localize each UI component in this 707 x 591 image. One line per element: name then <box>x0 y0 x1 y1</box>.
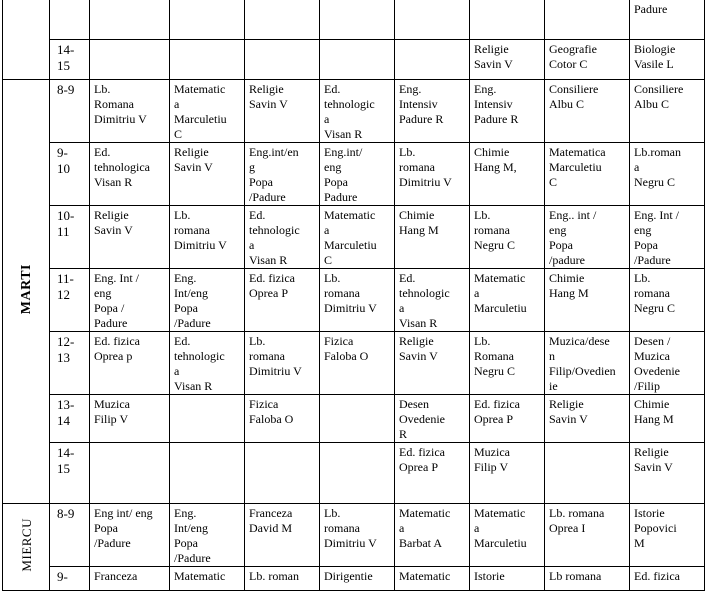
class-cell: Religie Savin V <box>245 80 320 143</box>
class-cell <box>245 40 320 80</box>
class-cell: Ed. tehnologic a Visan R <box>395 269 470 332</box>
class-cell <box>245 443 320 504</box>
class-cell: Lb. Romana Dimitriu V <box>90 80 170 143</box>
class-cell <box>170 443 245 504</box>
time-slot: 10- 11 <box>50 206 90 269</box>
class-cell: Eng. Intensiv Padure R <box>470 80 545 143</box>
class-cell: Biologie Vasile L <box>630 40 705 80</box>
class-cell: Lb. Romana Negru C <box>470 332 545 395</box>
class-cell: Fizica Faloba O <box>320 332 395 395</box>
class-cell <box>90 443 170 504</box>
class-cell: Lb.roman a Negru C <box>630 143 705 206</box>
class-cell: Religie Savin V <box>545 395 630 443</box>
time-slot: 8-9 <box>50 80 90 143</box>
table-row <box>3 443 705 504</box>
class-cell: Eng. Int / eng Popa / Padure <box>90 269 170 332</box>
class-cell: Muzica/dese n Filip/Ovedien ie <box>545 332 630 395</box>
class-cell: Religie Savin V <box>630 443 705 504</box>
table-row <box>3 567 705 591</box>
class-cell: Desen Ovedenie R <box>395 395 470 443</box>
class-cell: Lb. romana Oprea I <box>545 504 630 567</box>
class-cell: Franceza <box>90 567 170 591</box>
class-cell: Lb. romana Negru C <box>630 269 705 332</box>
class-cell: Eng int/ eng Popa /Padure <box>90 504 170 567</box>
time-slot: 14- 15 <box>50 40 90 80</box>
time-slot: 9- <box>50 567 90 591</box>
class-cell: Ed. tehnologic a Visan R <box>245 206 320 269</box>
day-label-marti: MARTI <box>18 264 34 315</box>
class-cell <box>90 0 170 40</box>
day-cell-miercuri <box>3 504 50 591</box>
class-cell: Lb. romana Negru C <box>470 206 545 269</box>
class-cell: Ed. tehnologica Visan R <box>90 143 170 206</box>
day-cell-prev <box>3 0 50 80</box>
day-cell-marti <box>3 80 50 504</box>
class-cell: Lb. romana Dimitriu V <box>320 269 395 332</box>
time-slot: 13- 14 <box>50 395 90 443</box>
class-cell: Eng. Int/eng Popa /Padure <box>170 269 245 332</box>
class-cell: Ed. fizica Oprea P <box>395 443 470 504</box>
class-cell: Lb. romana Dimitriu V <box>245 332 320 395</box>
class-cell: Istorie <box>470 567 545 591</box>
class-cell: Muzica Filip V <box>470 443 545 504</box>
class-cell: Muzica Filip V <box>90 395 170 443</box>
class-cell <box>545 443 630 504</box>
class-cell <box>320 0 395 40</box>
class-cell <box>320 443 395 504</box>
class-cell: Religie Savin V <box>90 206 170 269</box>
class-cell: Matematic a Barbat A <box>395 504 470 567</box>
class-cell: Matematic a Marculetiu C <box>170 80 245 143</box>
class-cell: Lb. roman <box>245 567 320 591</box>
class-cell: Lb. romana Dimitriu V <box>395 143 470 206</box>
class-cell: Ed. tehnologic a Visan R <box>320 80 395 143</box>
class-cell <box>245 0 320 40</box>
class-cell: Chimie Hang M <box>545 269 630 332</box>
class-cell <box>320 395 395 443</box>
class-cell: Ed. fizica Oprea P <box>245 269 320 332</box>
class-cell: Dirigentie <box>320 567 395 591</box>
class-cell: Religie Savin V <box>170 143 245 206</box>
class-cell: Chimie Hang M <box>395 206 470 269</box>
class-cell: Franceza David M <box>245 504 320 567</box>
class-cell: Eng. Int/eng Popa /Padure <box>170 504 245 567</box>
time-slot: 12- 13 <box>50 332 90 395</box>
class-cell: Religie Savin V <box>395 332 470 395</box>
class-cell: Eng.int/ eng Popa Padure <box>320 143 395 206</box>
class-cell: Matematic a Marculetiu C <box>320 206 395 269</box>
time-slot <box>50 0 90 40</box>
table-row <box>3 80 705 143</box>
class-cell: Eng. Int / eng Popa /Padure <box>630 206 705 269</box>
class-cell: Ed. tehnologic a Visan R <box>170 332 245 395</box>
class-cell <box>170 40 245 80</box>
time-slot: 8-9 <box>50 504 90 567</box>
class-cell: Lb. romana Dimitriu V <box>170 206 245 269</box>
table-row <box>3 0 705 40</box>
class-cell <box>395 0 470 40</box>
class-cell: Desen / Muzica Ovedenie /Filip <box>630 332 705 395</box>
class-cell: Lb romana <box>545 567 630 591</box>
class-cell: Eng.int/en g Popa /Padure <box>245 143 320 206</box>
class-cell <box>545 0 630 40</box>
time-slot: 9- 10 <box>50 143 90 206</box>
class-cell: Padure <box>630 0 705 40</box>
table-row <box>3 269 705 332</box>
table-row <box>3 206 705 269</box>
class-cell: Matematic a Marculetiu <box>470 504 545 567</box>
class-cell: Istorie Popovici M <box>630 504 705 567</box>
table-row <box>3 504 705 567</box>
class-cell: Lb. romana Dimitriu V <box>320 504 395 567</box>
time-slot: 14- 15 <box>50 443 90 504</box>
class-cell <box>395 40 470 80</box>
class-cell <box>90 40 170 80</box>
class-cell: Chimie Hang M <box>630 395 705 443</box>
table-row <box>3 143 705 206</box>
class-cell: Consiliere Albu C <box>545 80 630 143</box>
class-cell: Geografie Cotor C <box>545 40 630 80</box>
class-cell <box>470 0 545 40</box>
class-cell: Chimie Hang M, <box>470 143 545 206</box>
class-cell: Religie Savin V <box>470 40 545 80</box>
class-cell <box>170 0 245 40</box>
class-cell: Matematic <box>170 567 245 591</box>
table-row <box>3 332 705 395</box>
class-cell: Fizica Faloba O <box>245 395 320 443</box>
class-cell: Matematica Marculetiu C <box>545 143 630 206</box>
class-cell: Ed. fizica Oprea p <box>90 332 170 395</box>
table-row <box>3 395 705 443</box>
class-cell: Consiliere Albu C <box>630 80 705 143</box>
class-cell: Matematic a Marculetiu <box>470 269 545 332</box>
class-cell <box>320 40 395 80</box>
time-slot: 11- 12 <box>50 269 90 332</box>
class-cell: Matematic <box>395 567 470 591</box>
class-cell: Eng. Intensiv Padure R <box>395 80 470 143</box>
class-cell: Eng.. int / eng Popa /padure <box>545 206 630 269</box>
class-cell: Ed. fizica Oprea P <box>470 395 545 443</box>
table-row <box>3 40 705 80</box>
day-label-miercuri: MIERCU <box>18 518 34 572</box>
class-cell: Ed. fizica <box>630 567 705 591</box>
timetable <box>2 0 705 591</box>
class-cell <box>170 395 245 443</box>
